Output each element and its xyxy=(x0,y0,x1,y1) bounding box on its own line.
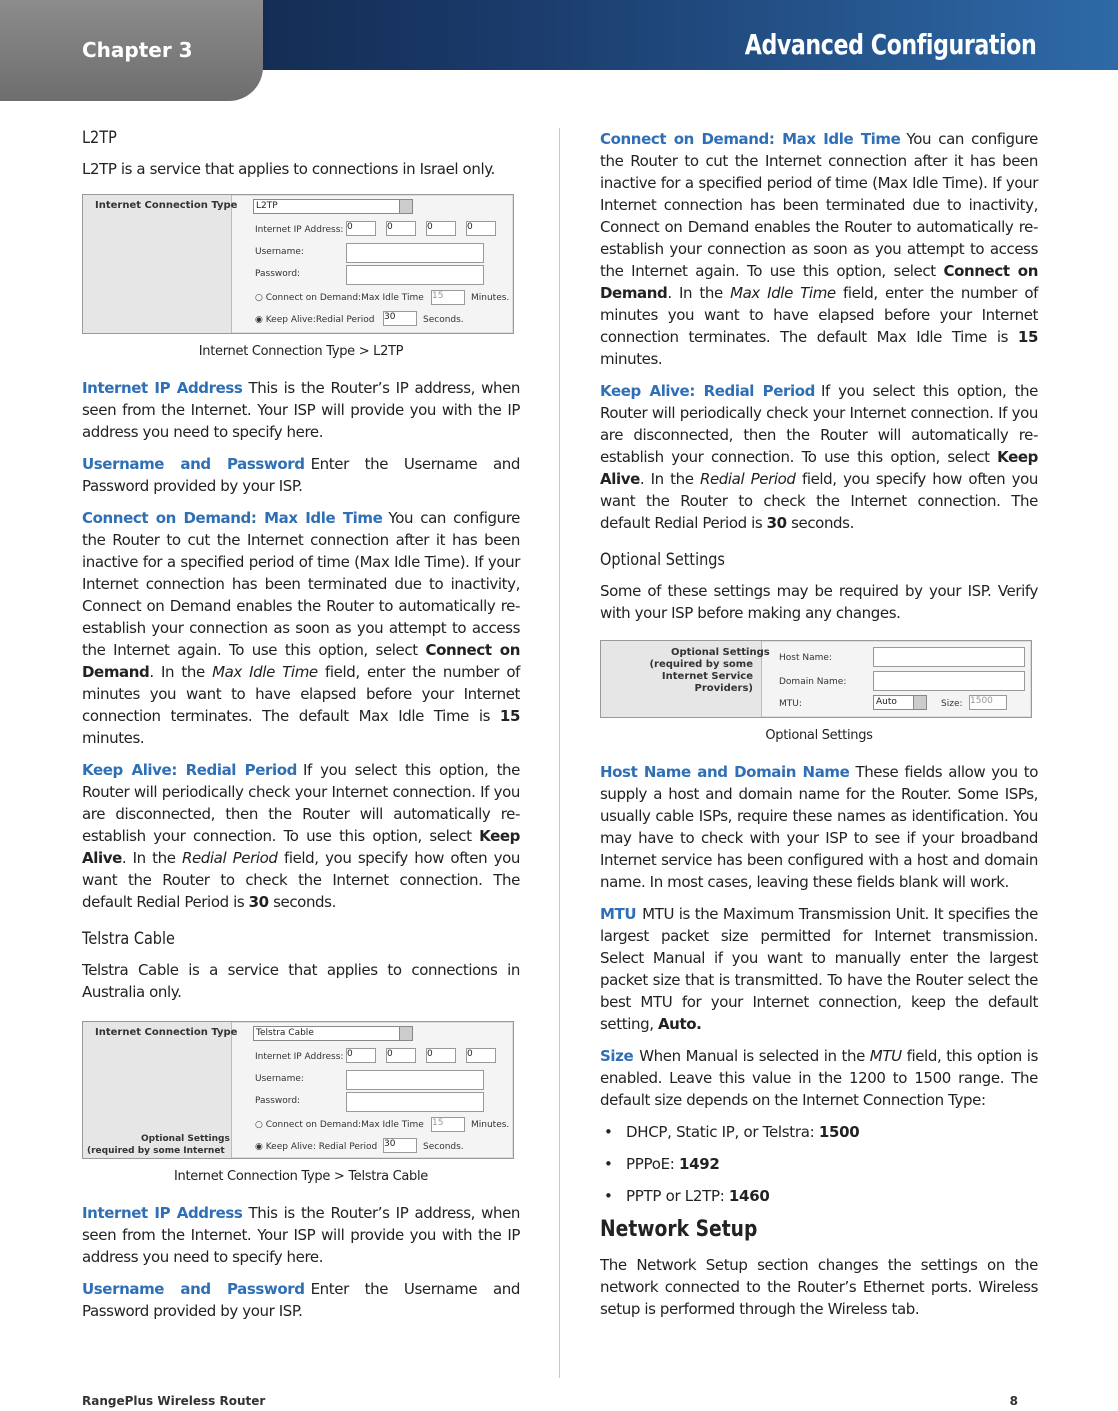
shot-cod-radio[interactable]: ○ Connect on Demand:Max Idle Time xyxy=(255,293,424,303)
telstra-caption: Internet Connection Type > Telstra Cable xyxy=(173,1169,429,1184)
l2tp-heading: L2TP xyxy=(82,128,117,148)
ka-text-2: . In the xyxy=(121,849,182,867)
shot-type-select[interactable]: L2TP xyxy=(253,199,413,214)
ka-text: If you select this option, the Router will periodically check your Internet connection. If you are disconnected, then the Router will automatically re-establish your connection. To use this option, select xyxy=(82,761,520,845)
ka-italic: Redial Period xyxy=(181,849,278,867)
user-term: Username and Password xyxy=(82,455,305,473)
shot-ip-label: Internet IP Address: xyxy=(255,1052,344,1062)
section-title: Advanced Configuration xyxy=(744,28,1036,61)
shot-ka-label: Keep Alive:Redial Period xyxy=(265,315,375,325)
r-cod-text-3: field, enter the number of minutes you want to have elapsed before your Internet connection terminates. The default Max Idle Time is xyxy=(600,284,1038,346)
cod-bold: Connect on Demand xyxy=(82,641,520,681)
bullet-label: PPPoE: xyxy=(626,1155,679,1173)
r-ka-term: Keep Alive: Redial Period xyxy=(600,382,816,400)
shot-cod-unit: Minutes. xyxy=(471,293,510,303)
shot-ip-label: Internet IP Address: xyxy=(255,225,344,235)
size-paragraph xyxy=(600,1045,1038,1111)
shot-type-select[interactable]: Telstra Cable xyxy=(253,1026,413,1041)
ip-paragraph xyxy=(82,377,520,443)
optional-intro: Some of these settings may be required by your ISP. Verify with your ISP before making any changes. xyxy=(600,582,1038,622)
mtu-text: MTU is the Maximum Transmission Unit. It specifies the largest packet size permitted for Internet transmission. Select Manual if you want to manually enter the largest packet size that is transmitted. To have the Router select the best MTU for your Internet connection, keep the default setting, xyxy=(600,905,1038,1033)
shot-ka-radio[interactable]: ◉ Keep Alive:Redial Period xyxy=(255,315,375,325)
shot-ip-3[interactable]: 0 xyxy=(426,221,456,236)
shot-domain-input[interactable] xyxy=(873,671,1025,691)
r-cod-text-4: minutes. xyxy=(600,350,663,368)
shot-size-label: Size: xyxy=(941,699,963,709)
mtu-term: MTU xyxy=(600,905,637,923)
r-ka-text-2: . In the xyxy=(639,470,700,488)
shot-cod-radio[interactable]: ○ Connect on Demand:Max Idle Time xyxy=(255,1120,424,1130)
bullet-label: PPTP or L2TP: xyxy=(626,1187,729,1205)
size-text-2: field, this option is enabled. Leave this value in the 1200 to 1500 range. The default size depends on the Internet Connection Type: xyxy=(600,1047,1038,1109)
ip-term: Internet IP Address xyxy=(82,379,243,397)
r-cod-bold: Connect on Demand xyxy=(600,262,1038,302)
r-ka-bold: Keep Alive xyxy=(600,448,1038,488)
shot-cod-label: Connect on Demand:Max Idle Time xyxy=(265,1120,424,1130)
host-text: These fields allow you to supply a host and domain name for the Router. Some ISPs, usually cable ISPs, require these names as identification. You may have to check with your ISP to see if your broadband Internet service has been configured with a host and domain name. In most cases, leaving these fields blank will work. xyxy=(600,763,1038,891)
shot-password-input[interactable] xyxy=(346,265,484,285)
shot-optional-label: Optional Settings xyxy=(141,1134,230,1144)
r-cod-text-2: . In the xyxy=(667,284,731,302)
shot-ip-4[interactable]: 0 xyxy=(466,1048,496,1063)
shot-ka-label: Keep Alive: Redial Period xyxy=(265,1142,378,1152)
ip2-paragraph xyxy=(82,1202,520,1268)
shot-ka-radio[interactable]: ◉ Keep Alive: Redial Period xyxy=(255,1142,378,1152)
shot-domain-label: Domain Name: xyxy=(779,677,847,687)
user-paragraph xyxy=(82,453,520,497)
shot-cod-unit: Minutes. xyxy=(471,1120,510,1130)
r-cod-default: 15 xyxy=(1017,328,1038,346)
mtu-bold: Auto. xyxy=(657,1015,702,1033)
user2-paragraph xyxy=(82,1278,520,1322)
ip2-text: This is the Router’s IP address, when seen from the Internet. Your ISP will provide you with the IP address you need to specify here. xyxy=(82,1204,520,1266)
cod-text-2: . In the xyxy=(149,663,213,681)
shot-host-label: Host Name: xyxy=(779,653,832,663)
optional-screenshot xyxy=(600,640,1032,718)
network-text: The Network Setup section changes the settings on the network connected to the Router’s Ethernet ports. Wireless setup is performed through the Wireless tab. xyxy=(600,1256,1038,1318)
size-italic: MTU xyxy=(869,1047,902,1065)
shot-optional-sub: (required by some Internet Service Providers) xyxy=(649,659,753,694)
r-cod-paragraph xyxy=(600,128,1038,370)
list-item xyxy=(600,1185,1038,1207)
telstra-intro: Telstra Cable is a service that applies to connections in Australia only. xyxy=(82,961,520,1001)
r-cod-text: You can configure the Router to cut the Internet connection after it has been inactive for a specified period of time (Max Idle Time). If your Internet connection has been terminated due to inactivity, Connect on Demand enables the Router to automatically re-establish your connection as soon as you attempt to access the Internet again. To use this option, select xyxy=(600,130,1038,280)
ka-bold: Keep Alive xyxy=(82,827,520,867)
bullet-label: DHCP, Static IP, or Telstra: xyxy=(626,1123,819,1141)
r-ka-paragraph xyxy=(600,380,1038,534)
shot-type-label: Internet Connection Type xyxy=(95,200,238,211)
cod-text-4: minutes. xyxy=(82,729,145,747)
ka-text-3: field, you specify how often you want the Router to check the Internet connection. The default Redial Period is xyxy=(82,849,520,911)
telstra-heading: Telstra Cable xyxy=(82,929,175,949)
user2-term: Username and Password xyxy=(82,1280,305,1298)
shot-password-label: Password: xyxy=(255,1096,301,1106)
shot-ka-unit: Seconds. xyxy=(423,315,464,325)
l2tp-caption: Internet Connection Type > L2TP xyxy=(198,344,404,359)
shot-type-label: Internet Connection Type xyxy=(95,1027,238,1038)
bullet-value: 1492 xyxy=(678,1155,720,1173)
r-ka-text-3: field, you specify how often you want the Router to check the Internet connection. The default Redial Period is xyxy=(600,470,1038,532)
list-item xyxy=(600,1121,1038,1143)
column-divider xyxy=(559,128,560,1378)
user2-text: Enter the Username and Password provided by your ISP. xyxy=(82,1280,520,1320)
shot-ip-1[interactable]: 0 xyxy=(346,1048,376,1063)
shot-username-input[interactable] xyxy=(346,1070,484,1090)
cod-italic: Max Idle Time xyxy=(212,663,318,681)
shot-cod-label: Connect on Demand:Max Idle Time xyxy=(265,293,424,303)
chapter-label: Chapter 3 xyxy=(82,38,193,62)
r-ka-text-4: seconds. xyxy=(786,514,854,532)
shot-username-input[interactable] xyxy=(346,243,484,263)
size-term: Size xyxy=(600,1047,634,1065)
ka-default: 30 xyxy=(248,893,269,911)
network-heading: Network Setup xyxy=(600,1217,758,1242)
shot-username-label: Username: xyxy=(255,1074,304,1084)
shot-size-input[interactable]: 1500 xyxy=(969,695,1007,710)
shot-left-panel xyxy=(83,195,232,333)
size-bullet-list xyxy=(600,1121,1038,1207)
shot-ip-2[interactable]: 0 xyxy=(386,1048,416,1063)
cod-paragraph xyxy=(82,507,520,749)
ka-paragraph xyxy=(82,759,520,913)
cod-term: Connect on Demand: Max Idle Time xyxy=(82,509,383,527)
mtu-paragraph xyxy=(600,903,1038,1035)
l2tp-intro: L2TP is a service that applies to connections in Israel only. xyxy=(82,160,495,178)
ip2-term: Internet IP Address xyxy=(82,1204,243,1222)
host-paragraph xyxy=(600,761,1038,893)
telstra-screenshot xyxy=(82,1021,514,1159)
r-ka-text: If you select this option, the Router will periodically check your Internet connection. If you are disconnected, then the Router will automatically re-establish your connection. To use this option, select xyxy=(600,382,1038,466)
shot-password-input[interactable] xyxy=(346,1092,484,1112)
shot-mtu-label: MTU: xyxy=(779,699,802,709)
optional-heading: Optional Settings xyxy=(600,550,725,570)
shot-ip-4[interactable]: 0 xyxy=(466,221,496,236)
shot-cod-input[interactable]: 15 xyxy=(431,290,465,305)
l2tp-screenshot xyxy=(82,194,514,334)
r-ka-default: 30 xyxy=(766,514,787,532)
left-column xyxy=(82,128,520,1332)
bullet-value: 1500 xyxy=(818,1123,860,1141)
ip-text: This is the Router’s IP address, when seen from the Internet. Your ISP will provide you with the IP address you need to specify here. xyxy=(82,379,520,441)
r-cod-italic: Max Idle Time xyxy=(730,284,836,302)
cod-text-3: field, enter the number of minutes you want to have elapsed before your Internet connection terminates. The default Max Idle Time is xyxy=(82,663,520,725)
shot-ip-2[interactable]: 0 xyxy=(386,221,416,236)
shot-ka-unit: Seconds. xyxy=(423,1142,464,1152)
list-item xyxy=(600,1153,1038,1175)
shot-password-label: Password: xyxy=(255,269,301,279)
r-ka-italic: Redial Period xyxy=(699,470,796,488)
shot-cod-input[interactable]: 15 xyxy=(431,1117,465,1132)
right-column xyxy=(600,128,1038,1330)
shot-ip-3[interactable]: 0 xyxy=(426,1048,456,1063)
bullet-value: 1460 xyxy=(728,1187,770,1205)
ka-text-4: seconds. xyxy=(268,893,336,911)
shot-ka-input[interactable]: 30 xyxy=(383,1138,417,1153)
r-cod-term: Connect on Demand: Max Idle Time xyxy=(600,130,901,148)
shot-mtu-select[interactable]: Auto xyxy=(873,695,927,710)
shot-ip-1[interactable]: 0 xyxy=(346,221,376,236)
host-term: Host Name and Domain Name xyxy=(600,763,850,781)
cod-text: You can configure the Router to cut the Internet connection after it has been inactive for a specified period of time (Max Idle Time). If your Internet connection has been terminated due to inactivity, Connect on Demand enables the Router to automatically re-establish your connection as soon as you attempt to access the Internet again. To use this option, select xyxy=(82,509,520,659)
optional-caption: Optional Settings xyxy=(765,728,873,743)
footer-product: RangePlus Wireless Router xyxy=(82,1394,266,1408)
cod-default: 15 xyxy=(499,707,520,725)
shot-ka-input[interactable]: 30 xyxy=(383,311,417,326)
footer-page-number: 8 xyxy=(1009,1394,1018,1408)
size-text: When Manual is selected in the xyxy=(639,1047,870,1065)
shot-host-input[interactable] xyxy=(873,647,1025,667)
shot-optional-title: Optional Settings xyxy=(671,647,770,658)
shot-username-label: Username: xyxy=(255,247,304,257)
shot-optional-sub: (required by some Internet xyxy=(87,1146,225,1156)
ka-term: Keep Alive: Redial Period xyxy=(82,761,298,779)
user-text: Enter the Username and Password provided by your ISP. xyxy=(82,455,520,495)
